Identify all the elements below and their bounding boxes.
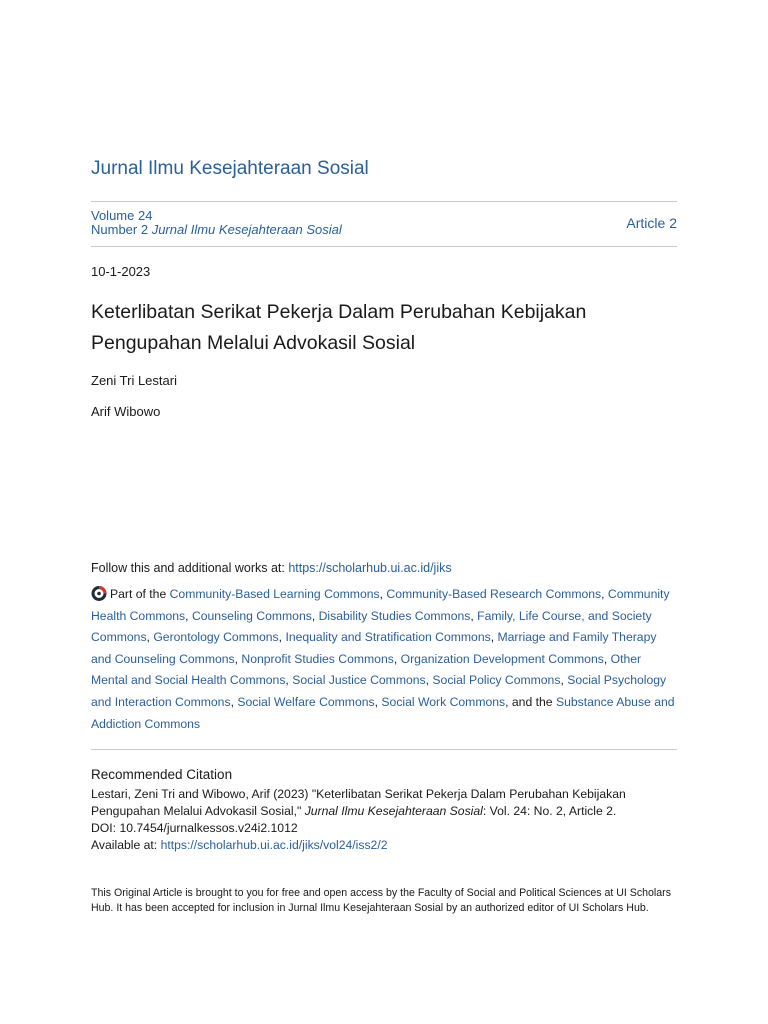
citation-volume-info: : Vol. 24: No. 2, Article 2. bbox=[482, 804, 617, 818]
commons-separator: , bbox=[234, 651, 242, 666]
commons-link[interactable]: Community Health Commons bbox=[91, 587, 670, 623]
article-title-line-2: Pengupahan Melalui Advokasil Sosial bbox=[91, 332, 416, 354]
commons-network-icon bbox=[91, 585, 107, 601]
citation-authors-title: Lestari, Zeni Tri and Wibowo, Arif (2023) "Keterlibatan Serikat Pekerja Dalam Perubahan Kebijakan Pengupahan Melalui Advokasil Sosial," bbox=[91, 787, 626, 818]
issue-journal-name: Jurnal Ilmu Kesejahteraan Sosial bbox=[151, 222, 342, 237]
follow-label: Follow this and additional works at: bbox=[91, 561, 289, 575]
commons-separator: , bbox=[185, 608, 192, 623]
commons-link[interactable]: Social Welfare Commons bbox=[237, 694, 375, 709]
author-2: Arif Wibowo bbox=[91, 404, 161, 419]
commons-separator: , and the bbox=[505, 694, 556, 709]
article-title-line-1: Keterlibatan Serikat Pekerja Dalam Perubahan Kebijakan bbox=[91, 301, 587, 323]
commons-link[interactable]: Gerontology Commons bbox=[153, 630, 279, 645]
citation-journal: Jurnal Ilmu Kesejahteraan Sosial bbox=[304, 804, 483, 818]
commons-link[interactable]: Disability Studies Commons bbox=[318, 608, 471, 623]
volume-divider bbox=[91, 246, 677, 247]
commons-separator: , bbox=[146, 630, 154, 645]
commons-separator: , bbox=[603, 651, 611, 666]
publication-date: 10-1-2023 bbox=[91, 264, 151, 279]
issue-link[interactable] bbox=[91, 222, 342, 237]
commons-separator: , bbox=[278, 630, 286, 645]
follow-url-link[interactable]: https://scholarhub.ui.ac.id/jiks bbox=[288, 561, 452, 575]
commons-link[interactable]: Community-Based Learning Commons bbox=[169, 587, 380, 601]
commons-link[interactable]: Other Mental and Social Health Commons bbox=[91, 651, 642, 688]
commons-link[interactable]: Marriage and Family Therapy and Counseling Commons bbox=[91, 630, 657, 666]
commons-list bbox=[91, 587, 675, 731]
volume-block bbox=[91, 209, 342, 237]
commons-link[interactable]: Inequality and Stratification Commons bbox=[285, 630, 491, 645]
commons-separator: , bbox=[230, 694, 238, 709]
commons-separator: , bbox=[311, 608, 319, 623]
recommended-citation-heading: Recommended Citation bbox=[91, 767, 233, 782]
commons-link[interactable]: Substance Abuse and Addiction Commons bbox=[91, 694, 675, 731]
commons-link[interactable]: Organization Development Commons bbox=[400, 651, 604, 666]
citation-text bbox=[91, 786, 681, 854]
commons-separator: , bbox=[470, 608, 478, 623]
commons-link[interactable]: Social Policy Commons bbox=[432, 673, 561, 688]
follow-line bbox=[91, 561, 452, 575]
journal-title-link[interactable]: Jurnal Ilmu Kesejahteraan Sosial bbox=[91, 158, 369, 179]
citation-doi: DOI: 10.7454/jurnalkessos.v24i2.1012 bbox=[91, 821, 298, 835]
available-label: Available at: bbox=[91, 838, 161, 852]
commons-link[interactable]: Community-Based Research Commons bbox=[386, 587, 602, 601]
commons-separator: , bbox=[601, 587, 608, 601]
part-of-label: Part of the bbox=[110, 587, 170, 601]
commons-link[interactable]: Social Work Commons bbox=[381, 694, 506, 709]
commons-separator: , bbox=[490, 630, 498, 645]
article-number-link[interactable]: Article 2 bbox=[626, 215, 677, 231]
commons-link[interactable]: Family, Life Course, and Society Commons bbox=[91, 608, 652, 645]
author-1: Zeni Tri Lestari bbox=[91, 373, 177, 388]
commons-separator: , bbox=[393, 651, 401, 666]
commons-separator: , bbox=[560, 673, 568, 688]
header-divider bbox=[91, 201, 677, 202]
open-access-note: This Original Article is brought to you for free and open access by the Faculty of Social and Political Sciences at UI Scholars Hub. It has been accepted for inclusion in Jurnal Ilmu Kesejahteraan Sosial by an authorized editor of UI Scholars Hub. bbox=[91, 887, 672, 914]
part-of-section bbox=[91, 584, 679, 735]
commons-link[interactable]: Social Psychology and Interaction Commons bbox=[91, 673, 667, 709]
commons-divider bbox=[91, 749, 677, 750]
commons-link[interactable]: Social Justice Commons bbox=[292, 673, 426, 688]
commons-separator: , bbox=[374, 694, 382, 709]
commons-link[interactable]: Counseling Commons bbox=[191, 608, 312, 623]
issue-number: Number 2 bbox=[91, 222, 149, 237]
volume-link[interactable]: Volume 24 bbox=[91, 208, 153, 223]
available-url-link[interactable]: https://scholarhub.ui.ac.id/jiks/vol24/iss2/2 bbox=[160, 838, 388, 852]
commons-separator: , bbox=[285, 673, 293, 688]
article-title bbox=[91, 297, 651, 359]
commons-separator: , bbox=[379, 587, 387, 601]
commons-separator: , bbox=[425, 673, 433, 688]
commons-link[interactable]: Nonprofit Studies Commons bbox=[241, 651, 394, 666]
